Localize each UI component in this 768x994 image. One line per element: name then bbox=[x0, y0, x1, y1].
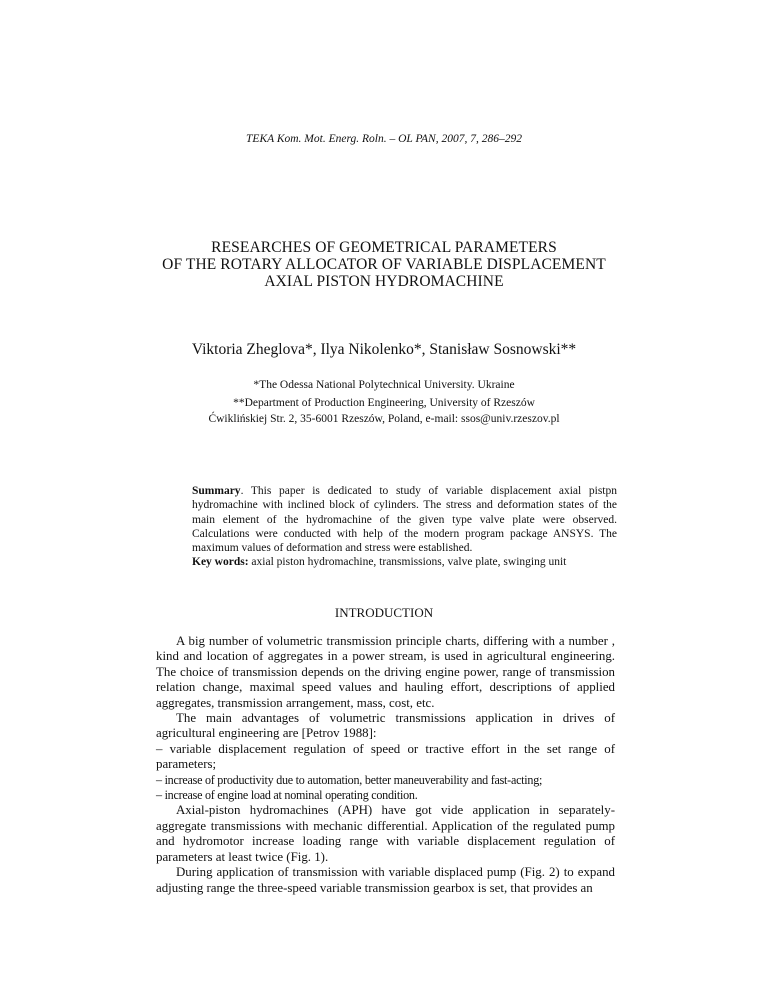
running-head: TEKA Kom. Mot. Energ. Roln. – OL PAN, 2007, 7, 286–292 bbox=[246, 133, 522, 145]
paragraph: Axial-piston hydromachines (APH) have got vide application in separately-aggregate transmissions with mechanic differential. Application of the regulated pump and hydromotor increase loading range with variable displacement regulation of parameters at least twice (Fig. 1). bbox=[156, 803, 615, 864]
affiliation: *The Odessa National Polytechnical University. Ukraine bbox=[253, 379, 515, 391]
paper-title bbox=[0, 239, 768, 290]
title-line: OF THE ROTARY ALLOCATOR OF VARIABLE DISPLACEMENT bbox=[162, 256, 606, 273]
paragraph: During application of transmission with variable displaced pump (Fig. 2) to expand adjusting range the three-speed variable transmission gearbox is set, that provides an bbox=[156, 865, 615, 895]
section-heading: INTRODUCTION bbox=[334, 605, 434, 620]
abstract-label: Summary bbox=[192, 485, 241, 497]
title-line: AXIAL PISTON HYDROMACHINE bbox=[264, 273, 504, 290]
title-line: RESEARCHES OF GEOMETRICAL PARAMETERS bbox=[211, 239, 557, 256]
list-item: – variable displacement regulation of speed or tractive effort in the set range of parameters; bbox=[156, 741, 615, 772]
keywords-label: Key words: bbox=[192, 556, 249, 568]
paragraph: The main advantages of volumetric transmissions application in drives of agricultural engineering are [Petrov 1988]: bbox=[156, 711, 615, 741]
body-text bbox=[156, 634, 615, 896]
abstract-text: . This paper is dedicated to study of variable displacement axial pistpn hydromachine with inclined block of cylinders. The stress and deformation states of the main element of the hydromachine of the given type valve plate were observed. Calculations were conducted with help of the modern program package ANSYS. The maximum values of deformation and stress were established. bbox=[192, 485, 617, 555]
list-item: – increase of engine load at nominal operating condition. bbox=[156, 788, 418, 803]
list-item: – increase of productivity due to automation, better maneuverability and fast-acting; bbox=[156, 772, 543, 787]
keywords bbox=[192, 556, 617, 568]
affiliation: Ćwiklińskiej Str. 2, 35-6001 Rzeszów, Poland, e-mail: ssos@univ.rzeszov.pl bbox=[208, 413, 560, 425]
paragraph: A big number of volumetric transmission principle charts, differing with a number , kind and location of aggregates in a power stream, is used in agricultural engineering. The choice of transmission depends on the driving engine power, range of transmission relation change, maximal speed values and hauling effort, descriptions of applied aggregates, transmission arrangement, mass, cost, etc. bbox=[156, 634, 615, 710]
keywords-text: axial piston hydromachine, transmissions, valve plate, swinging unit bbox=[248, 556, 567, 568]
author-list: Viktoria Zheglova*, Ilya Nikolenko*, Stanisław Sosnowski** bbox=[191, 341, 577, 358]
affiliation: **Department of Production Engineering, University of Rzeszów bbox=[233, 397, 535, 409]
abstract bbox=[192, 484, 617, 555]
